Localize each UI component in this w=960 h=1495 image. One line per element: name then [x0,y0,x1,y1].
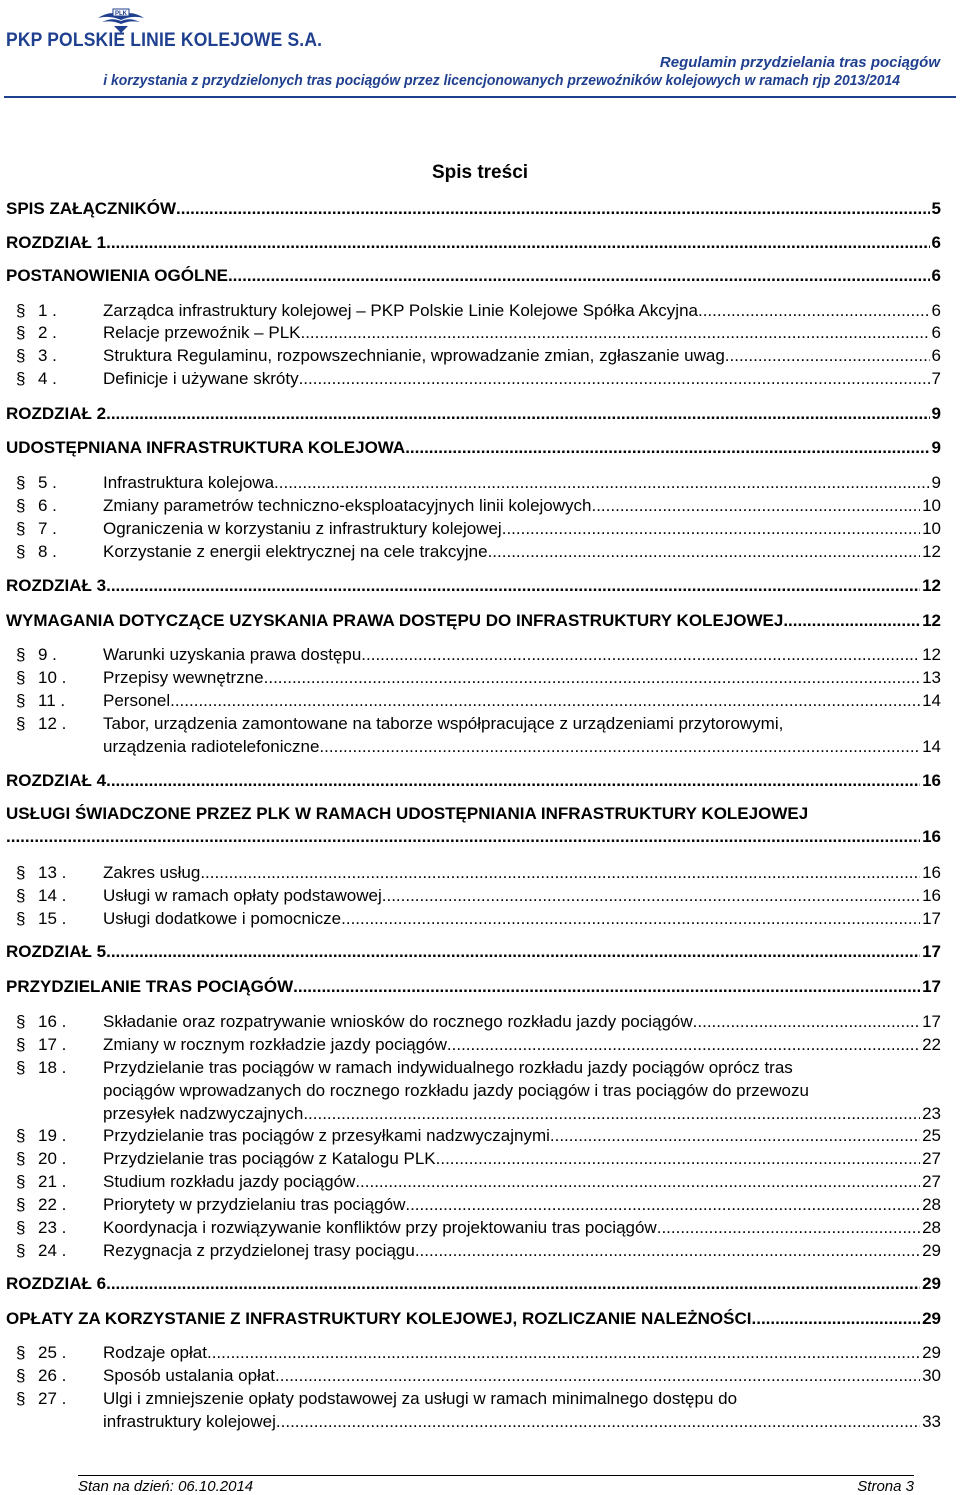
toc-entry-title: UDOSTĘPNIANA INFRASTRUKTURA KOLEJOWA [6,438,406,457]
section-sign-icon: § [16,369,26,388]
toc-page-number: 9 [931,438,941,457]
toc-entry-number: 13 . [38,863,67,882]
toc-entry-number: 6 . [38,496,57,515]
toc-entry-title: Warunki uzyskania prawa dostępu [103,645,362,664]
document-title: Regulamin przydzielania tras pociągów [659,54,940,71]
toc-entry-title: Personel [103,691,171,710]
toc-entry-number: 22 . [38,1195,67,1214]
toc-page-number: 27 [922,1172,941,1191]
toc-page-number: 10 [922,519,941,538]
section-sign-icon: § [16,645,26,664]
page-header [0,0,960,105]
dot-leader [447,1034,920,1056]
dot-leader [264,667,920,689]
dot-leader [657,1217,920,1239]
dot-leader [200,862,920,884]
toc-page-number: 9 [931,404,941,423]
toc-entry-title: Przepisy wewnętrzne [103,668,264,687]
section-sign-icon: § [16,1389,26,1408]
dot-leader [300,322,929,344]
toc-entry-title: Korzystanie z energii elektrycznej na cele trakcyjne [103,542,488,561]
toc-entry-title: Relacje przewoźnik – PLK [103,323,301,342]
toc-page-number: 25 [922,1126,941,1145]
toc-page-number: 12 [922,576,941,595]
footer-page-number: Strona 3 [857,1478,914,1495]
toc-entry-title: przesyłek nadzwyczajnych [103,1104,304,1123]
section-sign-icon: § [16,1149,26,1168]
toc-entry-text-line: USŁUGI ŚWIADCZONE PRZEZ PLK W RAMACH UDOSTĘPNIANIA INFRASTRUKTURY KOLEJOWEJ [6,804,809,823]
dot-leader [319,736,920,758]
dot-leader [274,472,930,494]
dot-leader [488,541,921,563]
dot-leader [405,1194,920,1216]
dot-leader [6,826,920,848]
toc-entry-title: PRZYDZIELANIE TRAS POCIĄGÓW [6,977,294,996]
toc-entry-number: 27 . [38,1389,67,1408]
toc-page-number: 6 [931,233,941,252]
dot-leader [415,1240,920,1262]
toc-entry-title: WYMAGANIA DOTYCZĄCE UZYSKANIA PRAWA DOSTĘPU DO INFRASTRUKTURY KOLEJOWEJ [6,611,784,630]
toc-entry-title: urządzenia radiotelefoniczne [103,737,320,756]
toc-entry-number: 23 . [38,1218,67,1237]
dot-leader [207,1342,920,1364]
toc-page-number: 6 [931,346,941,365]
footer-divider [78,1475,914,1476]
section-sign-icon: § [16,1126,26,1145]
dot-leader [106,770,920,792]
dot-leader [299,368,930,390]
toc-entry-number: 8 . [38,542,57,561]
toc-entry-text-line: pociągów wprowadzanych do rocznego rozkładu jazdy pociągów i tras pociągów do przewozu [103,1081,809,1100]
section-sign-icon: § [16,346,26,365]
toc-entry-title: SPIS ZAŁĄCZNIKÓW [6,199,176,218]
toc-page-number: 6 [931,301,941,320]
toc-page-number: 6 [931,266,941,285]
company-logo-text: PKP POLSKIE LINIE KOLEJOWE S.A. [6,30,323,51]
toc-entry-title: Sposób ustalania opłat [103,1366,276,1385]
toc-page-number: 33 [922,1412,941,1431]
section-sign-icon: § [16,691,26,710]
toc-page-number: 29 [922,1343,941,1362]
toc-page-number: 29 [922,1274,941,1293]
toc-entry-title: Zakres usług [103,863,201,882]
document-subtitle: i korzystania z przydzielonych tras pociągów przez licencjonowanych przewoźników kolejowych w ramach rjp 2013/2014 [103,73,901,89]
toc-entry-title: ROZDZIAŁ 1 [6,233,107,252]
toc-entry-number: 20 . [38,1149,67,1168]
toc-entry-title: Przydzielanie tras pociągów z Katalogu PLK [103,1149,436,1168]
toc-page-number: 13 [922,668,941,687]
toc-page-number: 6 [931,323,941,342]
toc-page-number: 17 [922,1012,941,1031]
toc-entry-title: Zmiany w rocznym rozkładzie jazdy pociągów [103,1035,447,1054]
dot-leader [106,403,929,425]
toc-entry-number: 2 . [38,323,57,342]
section-sign-icon: § [16,519,26,538]
toc-entry-title: POSTANOWIENIA OGÓLNE [6,266,228,285]
section-sign-icon: § [16,1012,26,1031]
dot-leader [303,1103,920,1125]
toc-entry-title: ROZDZIAŁ 3 [6,576,107,595]
dot-leader [693,1011,920,1033]
section-sign-icon: § [16,1058,26,1077]
footer-date: Stan na dzień: 06.10.2014 [78,1478,254,1495]
toc-entry-title: infrastruktury kolejowej [103,1412,276,1431]
dot-leader [355,1171,920,1193]
toc-page-number: 17 [922,909,941,928]
toc-page-number: 14 [922,691,941,710]
section-sign-icon: § [16,542,26,561]
toc-entry-number: 10 . [38,668,67,687]
toc-entry-number: 26 . [38,1366,67,1385]
section-sign-icon: § [16,1195,26,1214]
toc-page-number: 7 [931,369,941,388]
toc-entry-number: 21 . [38,1172,67,1191]
dot-leader [436,1148,920,1170]
svg-text:PLK: PLK [115,11,127,17]
section-sign-icon: § [16,1241,26,1260]
dot-leader [405,437,929,459]
toc-entry-title: Usługi dodatkowe i pomocnicze [103,909,342,928]
toc-page-number: 16 [922,863,941,882]
toc-page-number: 12 [922,645,941,664]
section-sign-icon: § [16,863,26,882]
dot-leader [106,575,920,597]
toc-entry-text-line: Przydzielanie tras pociągów w ramach indywidualnego rozkładu jazdy pociągów oprócz tras [103,1058,793,1077]
toc-entry-text-line: Tabor, urządzenia zamontowane na taborze współpracujące z urządzeniami przytorowymi, [103,714,784,733]
toc-entry-title: ROZDZIAŁ 2 [6,404,107,423]
section-sign-icon: § [16,1035,26,1054]
toc-page-number: 28 [922,1195,941,1214]
toc-page-number: 16 [922,886,941,905]
toc-page-number: 16 [922,827,941,846]
dot-leader [106,1273,920,1295]
toc-entry-title: Priorytety w przydzielaniu tras pociągów [103,1195,406,1214]
toc-entry-text-line: Ulgi i zmniejszenie opłaty podstawowej za usługi w ramach minimalnego dostępu do [103,1389,738,1408]
toc-page-number: 9 [931,473,941,492]
toc-entry-number: 3 . [38,346,57,365]
toc-entry-title: ROZDZIAŁ 5 [6,942,107,961]
section-sign-icon: § [16,714,26,733]
dot-leader [752,1308,921,1330]
toc-entry-number: 9 . [38,645,57,664]
toc-entry-title: OPŁATY ZA KORZYSTANIE Z INFRASTRUKTURY KOLEJOWEJ, ROZLICZANIE NALEŻNOŚCI [6,1309,752,1328]
toc-page-number: 29 [922,1309,941,1328]
dot-leader [382,885,920,907]
toc-entry-title: Studium rozkładu jazdy pociągów [103,1172,356,1191]
section-sign-icon: § [16,886,26,905]
section-sign-icon: § [16,301,26,320]
section-sign-icon: § [16,1366,26,1385]
dot-leader [276,1411,920,1433]
toc-page-number: 27 [922,1149,941,1168]
toc-entry-number: 15 . [38,909,67,928]
section-sign-icon: § [16,1218,26,1237]
toc-entry-number: 24 . [38,1241,67,1260]
toc-entry-title: Usługi w ramach opłaty podstawowej [103,886,382,905]
section-sign-icon: § [16,1343,26,1362]
toc-entry-number: 16 . [38,1012,67,1031]
toc-entry-number: 14 . [38,886,67,905]
dot-leader [783,610,920,632]
toc-page-number: 16 [922,771,941,790]
toc-page-number: 10 [922,496,941,515]
section-sign-icon: § [16,323,26,342]
toc-entry-title: Przydzielanie tras pociągów z przesyłkami nadzwyczajnymi [103,1126,550,1145]
dot-leader [725,345,930,367]
toc-entry-number: 11 . [38,691,66,710]
section-sign-icon: § [16,473,26,492]
toc-entry-number: 17 . [38,1035,67,1054]
toc-title: Spis treści [431,162,529,183]
toc-entry-title: Rezygnacja z przydzielonej trasy pociągu [103,1241,415,1260]
toc-page-number: 17 [922,977,941,996]
dot-leader [591,495,920,517]
dot-leader [698,300,930,322]
dot-leader [228,265,930,287]
toc-entry-title: Składanie oraz rozpatrywanie wniosków do rocznego rozkładu jazdy pociągów [103,1012,693,1031]
toc-page-number: 29 [922,1241,941,1260]
toc-page-number: 22 [922,1035,941,1054]
section-sign-icon: § [16,1172,26,1191]
toc-entry-title: Struktura Regulaminu, rozpowszechnianie, wprowadzanie zmian, zgłaszanie uwag [103,346,725,365]
toc-page-number: 30 [922,1366,941,1385]
toc-page-number: 5 [931,199,941,218]
toc-page-number: 23 [922,1104,941,1123]
toc-entry-number: 25 . [38,1343,67,1362]
toc-entry-number: 12 . [38,714,67,733]
toc-entry-title: ROZDZIAŁ 6 [6,1274,107,1293]
toc-entry-number: 1 . [38,301,57,320]
dot-leader [170,690,920,712]
dot-leader [293,976,920,998]
dot-leader [502,518,920,540]
toc-entry-number: 19 . [38,1126,67,1145]
toc-page-number: 17 [922,942,941,961]
toc-entry-title: Koordynacja i rozwiązywanie konfliktów przy projektowaniu tras pociągów [103,1218,657,1237]
section-sign-icon: § [16,909,26,928]
dot-leader [106,941,920,963]
toc-entry-title: Rodzaje opłat [103,1343,207,1362]
toc-entry-title: Definicje i używane skróty [103,369,299,388]
toc-entry-title: Infrastruktura kolejowa [103,473,275,492]
dot-leader [361,644,920,666]
toc-page-number: 12 [922,611,941,630]
toc-entry-number: 5 . [38,473,57,492]
dot-leader [275,1365,920,1387]
dot-leader [106,232,929,254]
toc-entry-title: ROZDZIAŁ 4 [6,771,107,790]
section-sign-icon: § [16,668,26,687]
toc-entry-number: 18 . [38,1058,67,1077]
toc-entry-title: Ograniczenia w korzystaniu z infrastruktury kolejowej [103,519,502,538]
header-divider [4,96,956,98]
dot-leader [550,1125,920,1147]
toc-entry-title: Zarządca infrastruktury kolejowej – PKP Polskie Linie Kolejowe Spółka Akcyjna [103,301,698,320]
toc-entry-number: 7 . [38,519,57,538]
dot-leader [341,908,920,930]
toc-page-number: 12 [922,542,941,561]
toc-page-number: 28 [922,1218,941,1237]
section-sign-icon: § [16,496,26,515]
toc-page-number: 14 [922,737,941,756]
dot-leader [176,198,930,220]
toc-entry-title: Zmiany parametrów techniczno-eksploatacyjnych linii kolejowych [103,496,592,515]
toc-entry-number: 4 . [38,369,57,388]
